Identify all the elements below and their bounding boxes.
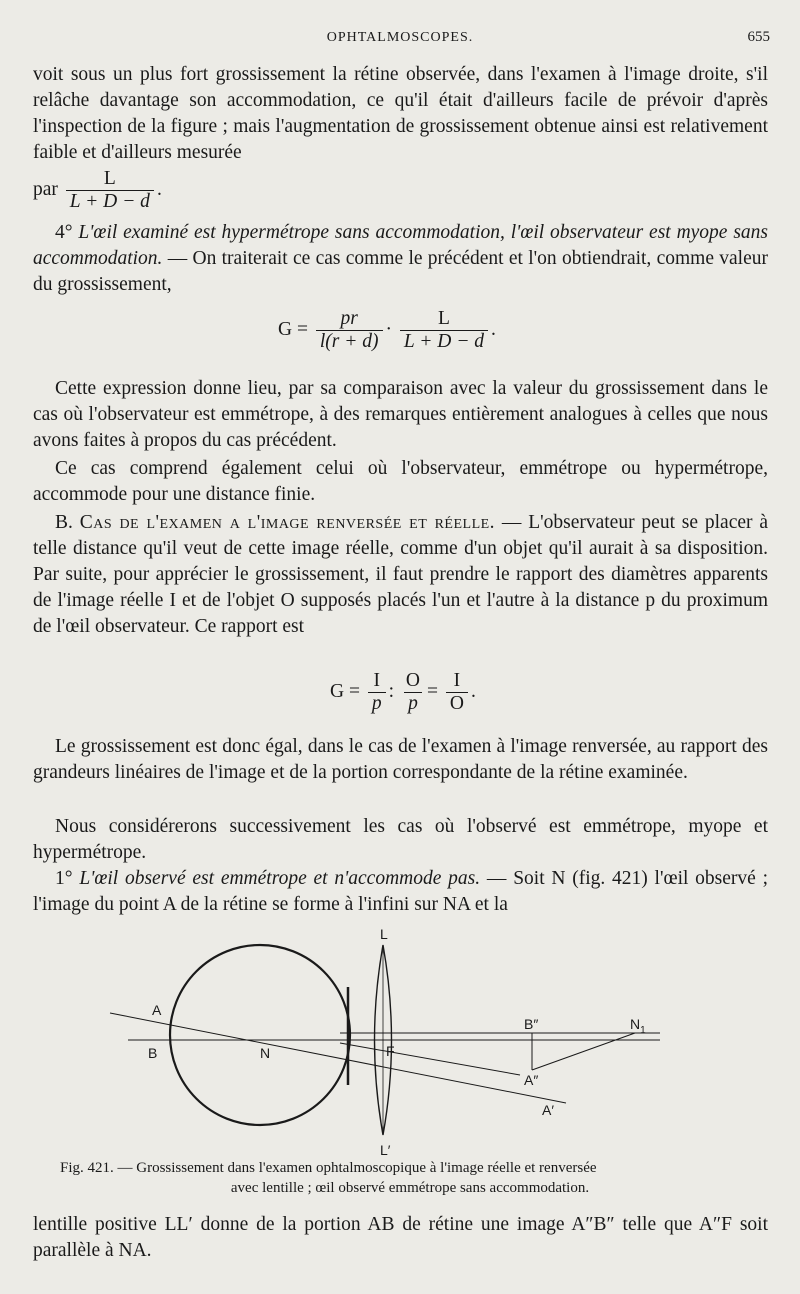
case-text: — Soit N (fig. 421) l'œil observé ; l'image du point A de la rétine se forme à l'infini sur NA et la bbox=[33, 868, 769, 915]
section-heading: Cas de l'examen a l'image renversée et réelle. bbox=[79, 512, 496, 533]
running-title: OPHTALMOSCOPES. bbox=[326, 30, 474, 45]
label-l-prime: L′ bbox=[380, 1142, 391, 1158]
case-heading: L'œil examiné est hypermétrope sans accommodation, l'œil observateur est myope sans accommodation. bbox=[33, 222, 768, 269]
label-n1-main: N bbox=[630, 1016, 641, 1032]
case-text: — On traiterait ce cas comme le précédent et l'on obtiendrait, comme valeur du grossissement, bbox=[33, 248, 768, 295]
equation-2 bbox=[330, 670, 476, 715]
label-b-double-prime: B″ bbox=[524, 1016, 539, 1032]
equation-fraction-2 bbox=[402, 670, 424, 715]
paragraph-6 bbox=[33, 734, 768, 786]
caption-line-1: Fig. 421. — Grossissement dans l'examen ophtalmoscopique à l'image réelle et renversée bbox=[60, 1160, 597, 1176]
optics-diagram bbox=[100, 925, 760, 1160]
case-heading: L'œil observé est emmétrope et n'accommode pas. bbox=[79, 868, 481, 889]
paragraph-6-text: Le grossissement est donc égal, dans le cas de l'examen à l'image renversée, au rapport des grandeurs linéaires de l'image et de la portion correspondante de la rétine examinée. bbox=[33, 736, 768, 783]
paragraph-7 bbox=[33, 814, 768, 866]
equation-end: . bbox=[491, 318, 496, 340]
label-n: N bbox=[260, 1045, 271, 1061]
paragraph-2 bbox=[33, 220, 768, 298]
paragraph-3 bbox=[33, 376, 768, 454]
fraction-numerator: pr bbox=[340, 308, 358, 329]
equation-lhs: G = bbox=[278, 318, 308, 340]
formula-par-suffix: . bbox=[156, 178, 162, 200]
equation-colon: : bbox=[388, 680, 395, 702]
fraction-denominator: L + D − d bbox=[400, 330, 488, 353]
fraction-denominator: L + D − d bbox=[66, 190, 154, 213]
ray-n1-a-double-prime bbox=[532, 1033, 635, 1070]
label-a: A bbox=[152, 1002, 162, 1018]
paragraph-7-text: Nous considérerons successivement les cas où l'observé est emmétrope, myope et hypermétrope. bbox=[33, 816, 768, 863]
paragraph-1: voit sous un plus fort grossissement la rétine observée, dans l'examen à l'image droite, s'il relâche davantage son accommodation, ce qu'il était d'ailleurs facile de prévoir d'après l'inspection de la figure ; mais l'augmentation de grossissement obtenue ainsi est relativement faible et d'ailleurs mesurée bbox=[33, 64, 768, 163]
formula-par-prefix: par bbox=[33, 178, 58, 200]
fraction-numerator: O bbox=[405, 670, 420, 691]
equation-dot: · bbox=[385, 318, 392, 340]
label-n1-sub: 1 bbox=[640, 1025, 646, 1036]
fraction-denominator: p bbox=[404, 692, 422, 715]
case-number: 1° bbox=[55, 868, 73, 889]
equation-lhs: G = bbox=[330, 680, 360, 702]
fraction-numerator: L bbox=[437, 308, 450, 329]
paragraph-9: lentille positive LL′ donne de la portion AB de rétine une image A″B″ telle que A″F soit parallèle à NA. bbox=[33, 1214, 768, 1261]
figure-caption bbox=[60, 1158, 760, 1198]
fraction-denominator: O bbox=[446, 692, 468, 715]
label-l: L bbox=[380, 926, 388, 942]
paragraph-4-text: Ce cas comprend également celui où l'observateur, emmétrope ou hypermétrope, accommode pour une distance finie. bbox=[33, 458, 768, 505]
fraction-numerator: I bbox=[453, 670, 461, 691]
caption-line-2: avec lentille ; œil observé emmétrope sans accommodation. bbox=[230, 1180, 590, 1196]
case-number: 4° bbox=[55, 222, 73, 243]
page-number: 655 bbox=[747, 29, 770, 45]
equation-fraction-3 bbox=[446, 670, 468, 715]
fraction-denominator: l(r + d) bbox=[316, 330, 383, 353]
section-letter: B. bbox=[55, 512, 73, 533]
formula-par-fraction bbox=[66, 168, 154, 213]
paragraph-4 bbox=[33, 456, 768, 508]
fraction-numerator: L bbox=[103, 168, 116, 189]
equation-equals: = bbox=[426, 680, 438, 702]
equation-1 bbox=[278, 308, 496, 353]
paragraph-3-text: Cette expression donne lieu, par sa comparaison avec la valeur du grossissement dans le cas où l'observateur est emmétrope, à des remarques entièrement analogues à celles que nous avons faites à propos du cas précédent. bbox=[33, 378, 768, 451]
equation-fraction-1 bbox=[368, 670, 386, 715]
section-text: — L'observateur peut se placer à telle distance qu'il veut de cette image réelle, comme d'un objet qu'il aurait à sa disposition. Par suite, pour apprécier le grossissement, il faut prendre le rapport des diamètres apparents de l'image réelle I et de l'objet O supposés placés l'un et l'autre à la distance p du proximum de l'œil observateur. Ce rapport est bbox=[33, 512, 768, 637]
eye-circle bbox=[170, 945, 350, 1125]
figure-421 bbox=[100, 925, 760, 1160]
equation-end: . bbox=[470, 680, 476, 702]
ray-f-a-double-prime bbox=[340, 1043, 520, 1075]
equation-fraction-2 bbox=[400, 308, 488, 353]
paragraph-5 bbox=[33, 510, 768, 640]
fraction-numerator: I bbox=[373, 670, 380, 691]
formula-par bbox=[33, 168, 162, 213]
label-f: F bbox=[386, 1043, 395, 1059]
label-a-prime: A′ bbox=[542, 1102, 554, 1118]
ray-a-n bbox=[110, 1013, 566, 1103]
label-b: B bbox=[148, 1045, 158, 1061]
equation-fraction-1 bbox=[316, 308, 383, 353]
fraction-denominator: p bbox=[368, 692, 386, 715]
page-header bbox=[0, 28, 800, 50]
label-a-double-prime: A″ bbox=[524, 1072, 539, 1088]
paragraph-8 bbox=[33, 866, 768, 918]
